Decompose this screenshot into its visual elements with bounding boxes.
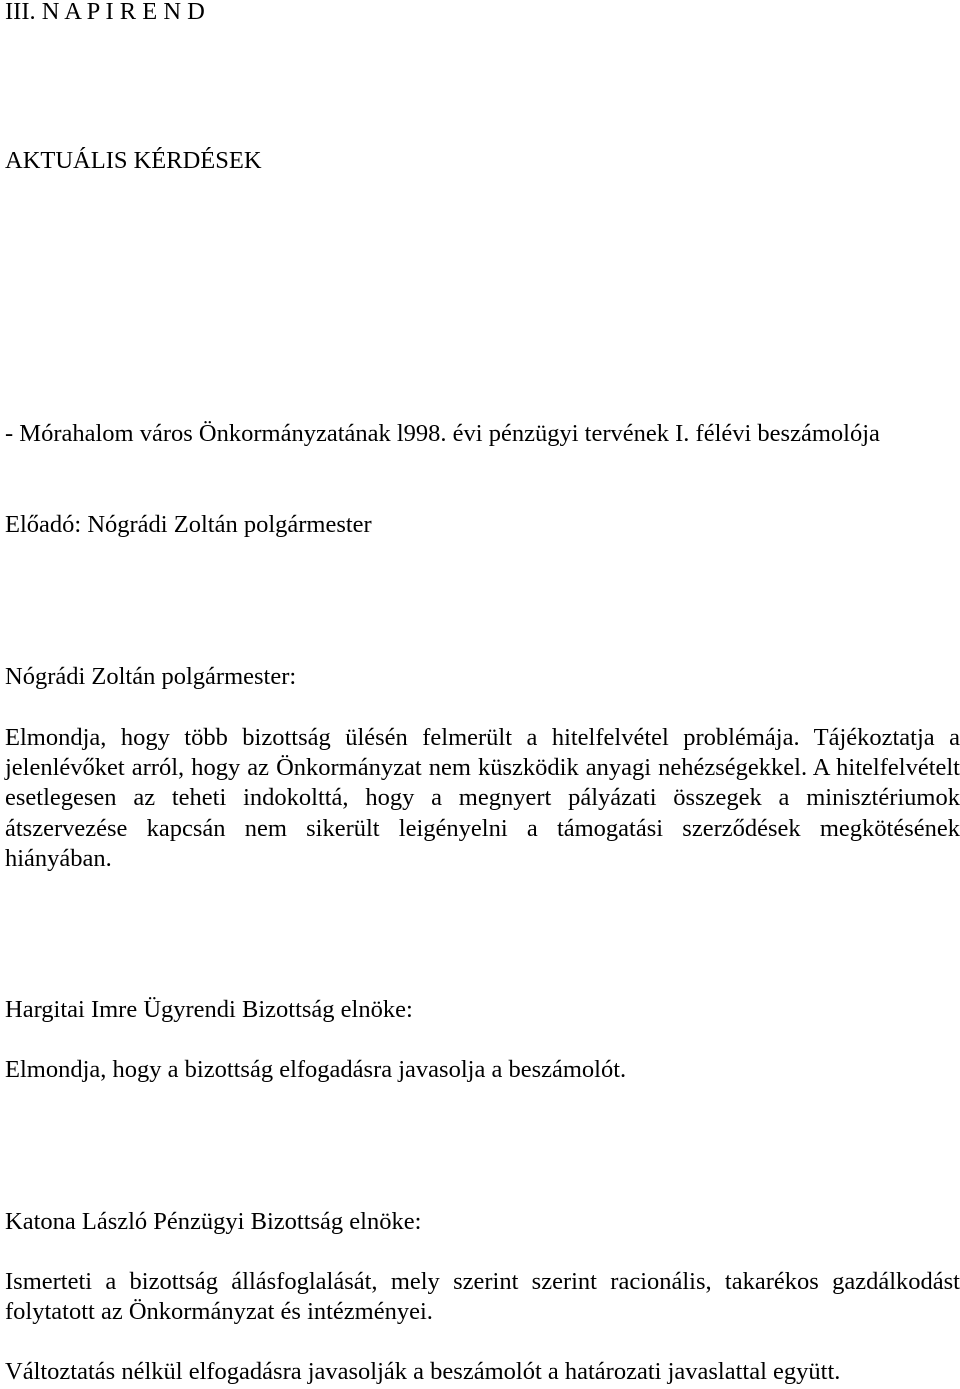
speaker-1-statement: Elmondja, hogy több bizottság ülésén felmerült a hitelfelvétel problémája. Tájékoztatja a jelenlévőket arról, hogy az Önkormányzat nem küszködik anyagi nehézségekkel. A hitelfelvételt esetlegesen az teheti indokolttá, hogy a megnyert pályázati összegek a minisztériumok átszervezése kapcsán nem sikerült leigényelni a támogatási szerződések megkötésének hiányában. (5, 724, 960, 872)
speaker-3-heading: Katona László Pénzügyi Bizottság elnöke: (5, 1208, 422, 1235)
speaker-2-heading: Hargitai Imre Ügyrendi Bizottság elnöke: (5, 996, 413, 1023)
speaker-2-statement: Elmondja, hogy a bizottság elfogadásra javasolja a beszámolót. (5, 1056, 627, 1083)
agenda-item-title: - Mórahalom város Önkormányzatának l998. évi pénzügyi tervének I. félévi beszámolója (5, 420, 880, 447)
speaker-1-heading: Nógrádi Zoltán polgármester: (5, 663, 297, 690)
topic-heading: AKTUÁLIS KÉRDÉSEK (5, 147, 262, 174)
speaker-3-statement: Ismerteti a bizottság állásfoglalását, mely szerint szerint racionális, takarékos gazdálkodást folytatott az Önkormányzat és intézményei. (5, 1268, 960, 1326)
conclusion-line: Változtatás nélkül elfogadásra javasolják a beszámolót a határozati javaslattal együtt. (5, 1358, 841, 1385)
presenter-line: Előadó: Nógrádi Zoltán polgármester (5, 511, 372, 538)
agenda-section-heading: III. N A P I R E N D (5, 0, 205, 25)
